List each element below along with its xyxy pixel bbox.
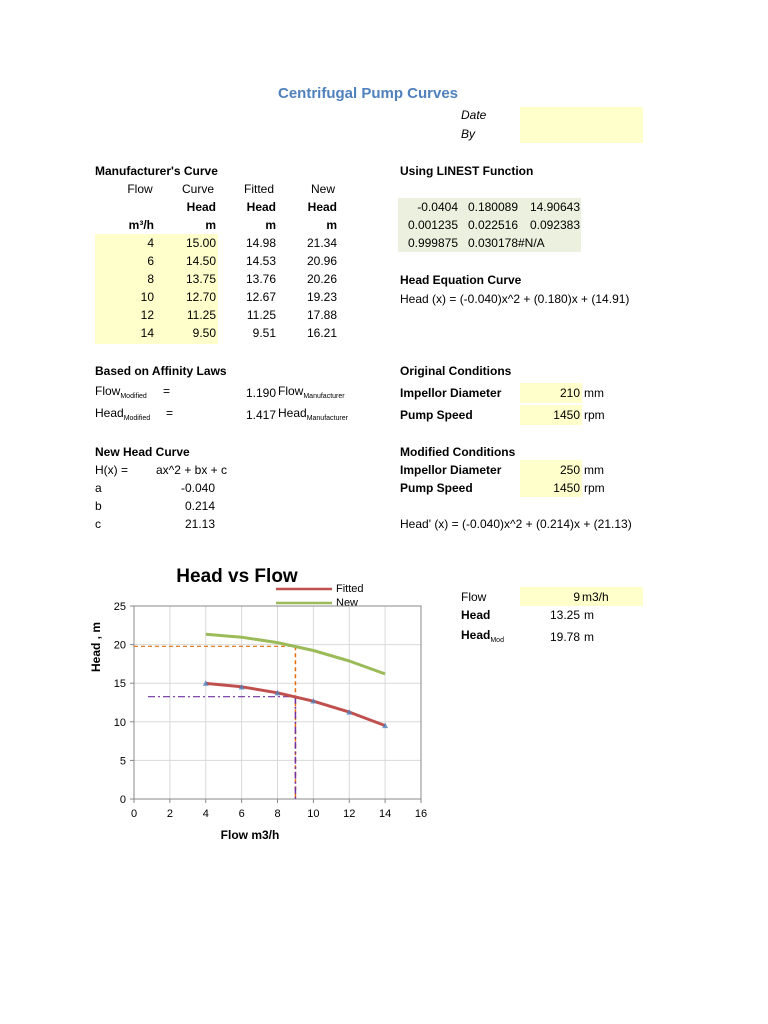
- x-tick-label-4: 4: [202, 808, 209, 820]
- y-tick-label-10: 10: [113, 716, 126, 729]
- x-tick-label-14: 14: [379, 808, 392, 820]
- date-label: Date: [461, 108, 487, 122]
- lookup-headmod-value: 19.78: [549, 630, 580, 644]
- original-impellor-value: 210: [559, 386, 580, 400]
- chart-title: Head vs Flow: [176, 566, 298, 587]
- linest-cell-r1-c0: 0.001235: [407, 218, 458, 232]
- data-marker-10: [310, 698, 316, 704]
- series-line-fitted: [206, 683, 385, 725]
- mfr-cell-r5-c1[interactable]: 9.50: [192, 326, 216, 340]
- affinity-head-man-sub: Manufacturer: [306, 415, 348, 422]
- affinity-head-row: [95, 404, 150, 422]
- col-sub-fitted: Head: [246, 200, 276, 214]
- x-tick-label-8: 8: [274, 808, 281, 820]
- original-speed-value: 1450: [553, 408, 580, 422]
- data-marker-6: [239, 684, 245, 690]
- by-input-cell[interactable]: [520, 125, 643, 143]
- modified-speed-value: 1450: [553, 481, 580, 495]
- mfr-cell-r5-c3: 16.21: [306, 326, 337, 340]
- mfr-cell-r1-c2: 14.53: [245, 254, 276, 268]
- affinity-head-modified-sub: Modified: [123, 415, 151, 422]
- mfr-cell-r1-c3: 20.96: [306, 254, 337, 268]
- mfr-cell-r2-c0[interactable]: 8: [147, 272, 154, 286]
- modified-speed-unit: rpm: [584, 481, 605, 495]
- col-header-curve: Curve: [181, 182, 214, 196]
- mfr-cell-r0-c3: 21.34: [306, 236, 337, 250]
- data-marker-8: [275, 690, 281, 696]
- mfr-cell-r3-c3: 19.23: [306, 290, 337, 304]
- mfr-cell-r0-c0[interactable]: 4: [147, 236, 154, 250]
- lookup-head-label: Head: [461, 608, 491, 622]
- head-equation-text: Head (x) = (-0.040)x^2 + (0.180)x + (14.91): [400, 292, 630, 306]
- original-speed-label: Pump Speed: [400, 408, 473, 422]
- plot-area-border: [134, 606, 421, 799]
- linest-cell-r0-c2: 14.90643: [529, 200, 580, 214]
- lookup-headmod-label: Head: [461, 628, 491, 642]
- y-tick-label-15: 15: [113, 678, 126, 691]
- lookup-headmod-sub: Mod: [490, 637, 504, 644]
- original-impellor-unit: mm: [584, 386, 604, 400]
- data-marker-12: [346, 709, 352, 715]
- mfr-cell-r1-c1[interactable]: 14.50: [185, 254, 216, 268]
- lookup-headmod-unit: m: [584, 630, 594, 644]
- modified-speed-label: Pump Speed: [400, 481, 473, 495]
- affinity-head-ratio: 1.417: [245, 408, 276, 422]
- affinity-head-man-row: [278, 404, 348, 422]
- new-head-equation: Head' (x) = (-0.040)x^2 + (0.214)x + (21.13): [400, 517, 632, 531]
- mfr-cell-r5-c0[interactable]: 14: [140, 326, 154, 340]
- lookup-head-unit: m: [584, 608, 594, 622]
- y-tick-label-20: 20: [113, 639, 126, 652]
- x-tick-label-10: 10: [307, 808, 320, 820]
- new-head-c-value: 21.13: [184, 517, 215, 531]
- col-header-fitted: Fitted: [243, 182, 274, 196]
- mfr-cell-r0-c2: 14.98: [245, 236, 276, 250]
- linest-heading: Using LINEST Function: [400, 164, 534, 178]
- data-marker-14: [382, 723, 388, 729]
- x-tick-label-16: 16: [414, 808, 428, 820]
- col-header-flow: Flow: [127, 182, 153, 196]
- col-unit-new: m: [326, 218, 337, 232]
- affinity-heading: Based on Affinity Laws: [95, 364, 227, 378]
- mfr-cell-r4-c0[interactable]: 12: [140, 308, 154, 322]
- modified-impellor-unit: mm: [584, 463, 604, 477]
- col-unit-fitted: m: [265, 218, 276, 232]
- modified-impellor-value: 250: [559, 463, 580, 477]
- linest-cell-r0-c1: 0.180089: [467, 200, 518, 214]
- mfr-cell-r4-c3: 17.88: [306, 308, 337, 322]
- linest-cell-r2-c2: #N/A: [518, 236, 545, 250]
- col-unit-curve: m: [205, 218, 216, 232]
- col-unit-flow: m³/h: [128, 218, 154, 232]
- mfr-cell-r2-c1[interactable]: 13.75: [185, 272, 216, 286]
- new-head-c-label: c: [95, 517, 101, 531]
- mfr-cell-r3-c0[interactable]: 10: [140, 290, 154, 304]
- lookup-flow-label: Flow: [461, 590, 487, 604]
- data-marker-4: [203, 680, 209, 686]
- col-sub-curve: Head: [186, 200, 216, 214]
- mfr-cell-r3-c2: 12.67: [245, 290, 276, 304]
- mfr-cell-r2-c2: 13.76: [245, 272, 276, 286]
- mfr-cell-r4-c2: 11.25: [246, 308, 276, 322]
- legend-fitted-label: Fitted: [336, 583, 364, 595]
- modified-impellor-label: Impellor Diameter: [400, 463, 502, 477]
- linest-cell-r2-c1: 0.030178: [467, 236, 518, 250]
- head-equation-heading: Head Equation Curve: [400, 273, 522, 287]
- x-tick-label-0: 0: [130, 808, 138, 820]
- y-tick-label-0: 0: [119, 794, 126, 806]
- new-head-a-value: -0.040: [180, 481, 215, 495]
- affinity-flow-label: Flow: [95, 384, 121, 398]
- y-tick-label-25: 25: [113, 601, 126, 613]
- linest-cell-r1-c1: 0.022516: [467, 218, 518, 232]
- x-tick-label-2: 2: [166, 808, 173, 820]
- legend-new-label: New: [336, 597, 359, 609]
- modified-heading: Modified Conditions: [400, 445, 516, 459]
- affinity-flow-row: [95, 382, 147, 400]
- original-heading: Original Conditions: [400, 364, 512, 378]
- original-speed-unit: rpm: [584, 408, 605, 422]
- new-head-a-label: a: [95, 481, 102, 495]
- by-label: By: [461, 127, 476, 141]
- chart-ylabel: Head , m: [89, 621, 103, 673]
- new-head-b-label: b: [95, 499, 102, 513]
- linest-cell-r1-c2: 0.092383: [529, 218, 580, 232]
- col-sub-new: Head: [307, 200, 337, 214]
- lookup-flow-unit: m3/h: [582, 590, 609, 604]
- series-line-new: [206, 634, 385, 674]
- affinity-flow-man-sub: Manufacturer: [303, 393, 345, 400]
- new-head-heading: New Head Curve: [95, 445, 190, 459]
- mfr-cell-r3-c1[interactable]: 12.70: [185, 290, 216, 304]
- mfr-cell-r5-c2: 9.51: [252, 326, 276, 340]
- linest-cell-r2-c0: 0.999875: [407, 236, 458, 250]
- new-head-formula: ax^2 + bx + c: [156, 463, 228, 477]
- linest-cell-r0-c0: -0.0404: [417, 200, 458, 214]
- affinity-flow-man-row: [278, 382, 345, 400]
- affinity-head-equals: =: [166, 406, 174, 420]
- mfr-cell-r1-c0[interactable]: 6: [147, 254, 154, 268]
- x-tick-label-6: 6: [238, 808, 245, 820]
- x-tick-label-12: 12: [343, 808, 356, 820]
- original-impellor-label: Impellor Diameter: [400, 386, 502, 400]
- page-title: Centrifugal Pump Curves: [277, 85, 459, 102]
- col-header-new: New: [310, 182, 335, 196]
- affinity-flow-ratio: 1.190: [245, 386, 276, 400]
- y-tick-label-5: 5: [119, 755, 126, 768]
- mfr-cell-r2-c3: 20.26: [306, 272, 337, 286]
- mfr-cell-r4-c1[interactable]: 11.25: [186, 308, 216, 322]
- affinity-head-man-label: Head: [278, 406, 307, 420]
- date-input-cell[interactable]: [520, 107, 643, 125]
- affinity-flow-man-label: Flow: [278, 384, 304, 398]
- lookup-flow-value: 9: [573, 590, 580, 604]
- affinity-head-label: Head: [95, 406, 124, 420]
- lookup-headmod-row: [461, 626, 504, 644]
- manufacturer-heading: Manufacturer's Curve: [95, 164, 218, 178]
- affinity-flow-modified-sub: Modified: [120, 393, 147, 400]
- mfr-cell-r0-c1[interactable]: 15.00: [185, 236, 216, 250]
- chart-xlabel: Flow m3/h: [220, 828, 280, 842]
- affinity-flow-equals: =: [163, 384, 171, 398]
- lookup-head-value: 13.25: [549, 608, 580, 622]
- new-head-b-value: 0.214: [184, 499, 215, 513]
- new-head-h-label: H(x) =: [95, 463, 128, 477]
